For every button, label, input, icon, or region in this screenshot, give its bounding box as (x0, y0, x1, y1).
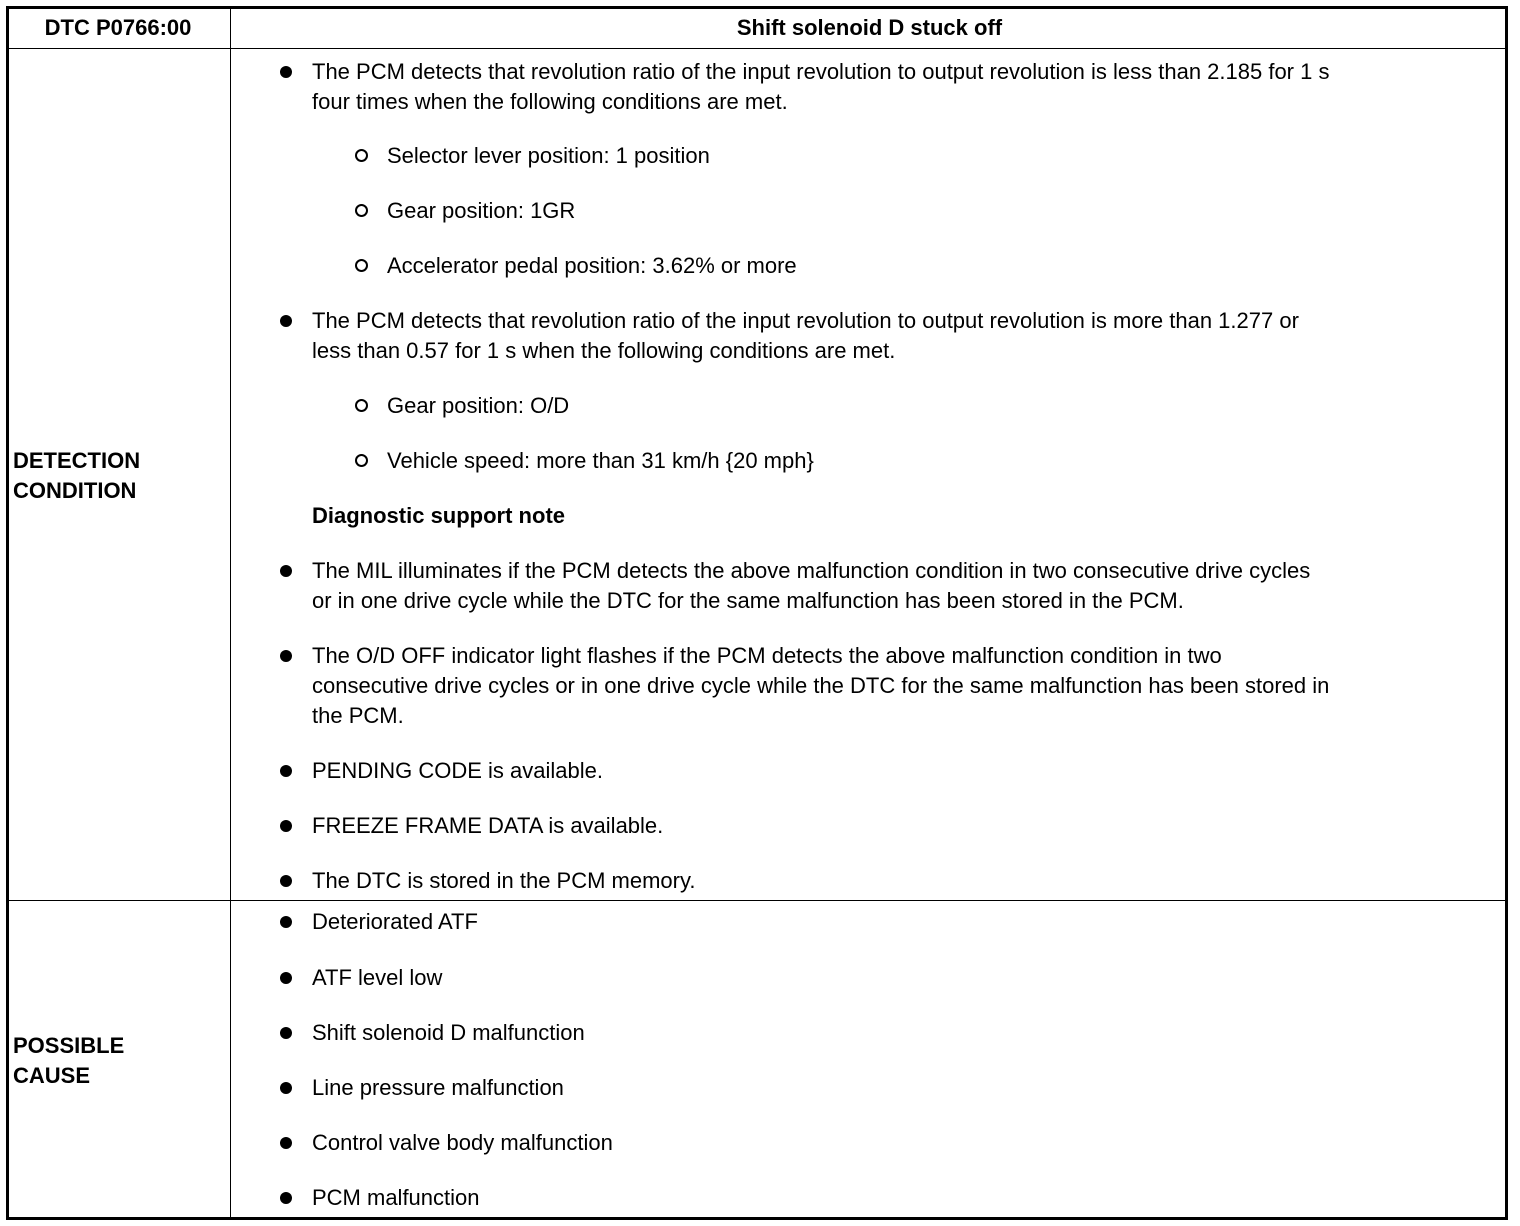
detection-subitem: Gear position: O/D (387, 393, 570, 418)
bullet-icon (280, 972, 292, 984)
cause-item: ATF level low (312, 965, 443, 990)
bullet-icon (280, 1192, 292, 1204)
detection-subitem: Vehicle speed: more than 31 km/h {20 mph} (387, 448, 814, 473)
bullet-icon (280, 1082, 292, 1094)
bullet-icon (280, 66, 292, 78)
diagnostic-support-note-heading: Diagnostic support note (312, 503, 565, 528)
detection-condition-label: DETECTION CONDITION (13, 448, 141, 503)
header-divider (6, 48, 1508, 49)
detection-subitem: Gear position: 1GR (387, 198, 576, 223)
bullet-icon (280, 875, 292, 887)
circle-bullet-icon (355, 204, 368, 217)
note-item-2-line1: The O/D OFF indicator light flashes if the PCM detects the above malfunction condition in two (312, 643, 1222, 668)
note-item-5: The DTC is stored in the PCM memory. (312, 868, 696, 893)
circle-bullet-icon (355, 259, 368, 272)
note-item-2-line2: consecutive drive cycles or in one drive cycle while the DTC for the same malfunction has been stored in (312, 673, 1330, 698)
detection-item-2-line2: less than 0.57 for 1 s when the following conditions are met. (312, 338, 896, 363)
note-item-4: FREEZE FRAME DATA is available. (312, 813, 664, 838)
dtc-code: DTC P0766:00 (44, 15, 192, 40)
detection-item-1-line1: The PCM detects that revolution ratio of the input revolution to output revolution is less than 2.185 for 1 s (312, 59, 1330, 84)
bullet-icon (280, 1137, 292, 1149)
bullet-icon (280, 315, 292, 327)
detection-item-2-line1: The PCM detects that revolution ratio of the input revolution to output revolution is more than 1.277 or (312, 308, 1299, 333)
cause-item: Line pressure malfunction (312, 1075, 564, 1100)
detection-subitem: Selector lever position: 1 position (387, 143, 710, 168)
detection-subitem: Accelerator pedal position: 3.62% or more (387, 253, 797, 278)
bullet-icon (280, 565, 292, 577)
note-item-3: PENDING CODE is available. (312, 758, 603, 783)
detection-item-1-line2: four times when the following conditions are met. (312, 89, 788, 114)
dtc-title: Shift solenoid D stuck off (736, 15, 1003, 40)
possible-cause-label: POSSIBLE CAUSE (13, 1033, 125, 1088)
note-item-2-line3: the PCM. (312, 703, 404, 728)
bullet-icon (280, 765, 292, 777)
circle-bullet-icon (355, 149, 368, 162)
cause-item: Deteriorated ATF (312, 909, 478, 934)
cause-item: Shift solenoid D malfunction (312, 1020, 585, 1045)
circle-bullet-icon (355, 454, 368, 467)
cause-item: PCM malfunction (312, 1185, 480, 1210)
column-divider (230, 6, 231, 1220)
bullet-icon (280, 916, 292, 928)
row-divider (6, 900, 1508, 901)
bullet-icon (280, 820, 292, 832)
note-item-1-line2: or in one drive cycle while the DTC for the same malfunction has been stored in the PCM. (312, 588, 1184, 613)
bullet-icon (280, 650, 292, 662)
circle-bullet-icon (355, 399, 368, 412)
note-item-1-line1: The MIL illuminates if the PCM detects the above malfunction condition in two consecutive drive cycles (312, 558, 1311, 583)
cause-item: Control valve body malfunction (312, 1130, 613, 1155)
bullet-icon (280, 1027, 292, 1039)
